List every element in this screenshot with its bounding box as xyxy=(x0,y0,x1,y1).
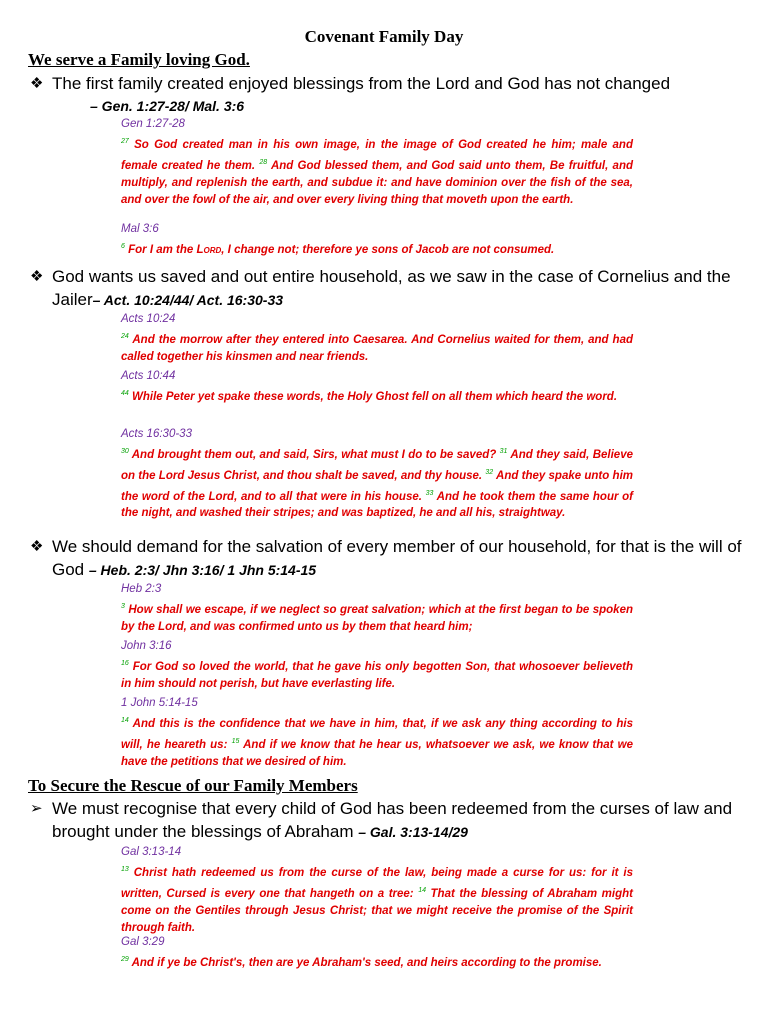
verse-text xyxy=(121,598,633,636)
verse-text xyxy=(121,238,633,259)
bullet-point-4 xyxy=(30,797,746,844)
verse-sentence: And this is the confidence that we have in him, that, if we ask any thing according to his will, he heareth us: xyxy=(121,717,633,751)
verse-sentence: That the blessing of Abraham might come on the Gentiles through Jesus Christ; that we might receive the promise of the Spirit through faith. xyxy=(121,887,633,934)
verse-acts-10-24 xyxy=(121,311,633,366)
verse-sentence: For God so loved the world, that he gave his only begotten Son, that whosoever believeth in him should not perish, but have everlasting life. xyxy=(121,660,633,690)
verse-text xyxy=(121,861,633,937)
verse-text xyxy=(121,443,633,522)
verse-reference: Acts 10:44 xyxy=(121,370,176,382)
verse-number: 30 xyxy=(121,448,129,455)
verse-text xyxy=(121,712,633,771)
verse-reference: Gen 1:27-28 xyxy=(121,118,185,130)
verse-number: 14 xyxy=(418,886,426,894)
verse-text xyxy=(121,385,633,406)
verse-number: 13 xyxy=(121,866,129,873)
verse-sentence: And if we know that he hear us, whatsoever we ask, we know that we have the petitions that we desired of him. xyxy=(121,738,633,768)
verse-mal-3-6 xyxy=(121,221,633,259)
verse-sentence: And he took them the same hour of the night, and washed their stripes; and was baptized, he and all his, straightway. xyxy=(121,490,633,520)
verse-acts-10-44 xyxy=(121,368,633,406)
verse-number: 14 xyxy=(121,717,129,724)
verse-sentence: , I change not; therefore ye sons of Jacob are not consumed. xyxy=(221,243,555,256)
verse-number: 31 xyxy=(499,448,508,455)
verse-text xyxy=(121,328,633,366)
verse-reference: Acts 16:30-33 xyxy=(121,428,192,440)
bullet-point-3 xyxy=(30,535,746,582)
scripture-reference: – Act. 10:24/44/ Act. 16:30-33 xyxy=(92,292,284,308)
diamond-bullet-icon: ❖ xyxy=(30,538,44,555)
verse-number: 6 xyxy=(121,243,125,250)
diamond-bullet-icon: ❖ xyxy=(30,75,44,92)
verse-sentence: Lord xyxy=(196,243,222,256)
verse-reference: Gal 3:29 xyxy=(121,936,165,948)
verse-sentence: Christ hath redeemed us from the curse of the law, being made a curse for us: for it is written, Cursed is every one that hangeth on a tree: xyxy=(121,866,633,900)
verse-number: 32 xyxy=(485,468,494,476)
scripture-reference: – Gen. 1:27-28/ Mal. 3:6 xyxy=(90,98,245,114)
verse-gal-3-29 xyxy=(121,934,633,972)
verse-number: 27 xyxy=(121,138,129,145)
verse-number: 15 xyxy=(231,737,240,745)
point-text xyxy=(30,797,746,844)
verse-sentence: While Peter yet spake these words, the Holy Ghost fell on all them which heard the word. xyxy=(132,390,618,403)
verse-number: 24 xyxy=(121,333,129,340)
verse-sentence: And God blessed them, and God said unto them, Be fruitful, and multiply, and replenish the earth, and subdue it: and have dominion over the fish of the sea, and over the fowl of the air, and over every living thing that moveth upon the earth. xyxy=(121,159,633,206)
scripture-reference: – Gal. 3:13-14/29 xyxy=(358,824,468,840)
arrow-bullet-icon: ➢ xyxy=(30,800,43,817)
verse-number: 3 xyxy=(121,603,125,610)
point-sentence: God wants us saved and out entire household, as we saw in the case of Cornelius and the Jailer xyxy=(52,267,731,309)
verse-1-john-5-14-15 xyxy=(121,695,633,771)
verse-sentence: And they said, Believe on the Lord Jesus Christ, and thou shalt be saved, and thy house. xyxy=(121,448,633,482)
bullet-point-1 xyxy=(30,72,746,118)
page-title: Covenant Family Day xyxy=(304,27,464,46)
verse-number: 16 xyxy=(121,660,129,667)
verse-number: 28 xyxy=(259,158,268,166)
verse-number: 33 xyxy=(425,489,434,497)
verse-reference: Gal 3:13-14 xyxy=(121,846,182,858)
point-text xyxy=(30,535,746,582)
verse-john-3-16 xyxy=(121,638,633,693)
verse-reference: Mal 3:6 xyxy=(121,223,159,235)
verse-text xyxy=(121,655,633,693)
verse-sentence: And if ye be Christ's, then are ye Abraham's seed, and heirs according to the promise. xyxy=(131,956,602,969)
bullet-point-2 xyxy=(30,265,746,312)
point-sentence: We should demand for the salvation of every member of our household, for that is the will of God xyxy=(52,537,742,579)
verse-number: 44 xyxy=(121,390,129,397)
point-sentence: We must recognise that every child of God has been redeemed from the curses of law and brought under the blessings of Abraham xyxy=(52,799,733,841)
verse-sentence: And they spake unto him the word of the Lord, and to all that were in his house. xyxy=(121,469,633,503)
verse-sentence: And brought them out, and said, Sirs, what must I do to be saved? xyxy=(131,448,497,461)
verse-sentence: How shall we escape, if we neglect so great salvation; which at the first began to be spoken by the Lord, and was confirmed unto us by them that heard him; xyxy=(121,603,633,633)
verse-number: 29 xyxy=(121,956,129,963)
section-heading-family-loving-god: We serve a Family loving God. xyxy=(28,50,250,69)
diamond-bullet-icon: ❖ xyxy=(30,268,44,285)
verse-text xyxy=(121,133,633,209)
verse-reference: Heb 2:3 xyxy=(121,583,162,595)
verse-sentence: And the morrow after they entered into Caesarea. And Cornelius waited for them, and had called together his kinsmen and near friends. xyxy=(121,333,633,363)
verse-sentence: For I am the xyxy=(128,243,197,256)
point-text xyxy=(30,265,746,312)
scripture-reference: – Heb. 2:3/ Jhn 3:16/ 1 Jhn 5:14-15 xyxy=(88,562,317,578)
point-text: The first family created enjoyed blessings from the Lord and God has not changed xyxy=(52,74,671,93)
verse-reference: John 3:16 xyxy=(121,640,172,652)
verse-sentence: So God created man in his own image, in the image of God created he him; male and female created he them. xyxy=(121,138,633,172)
section-heading-secure-rescue: To Secure the Rescue of our Family Members xyxy=(28,776,358,795)
verse-text xyxy=(121,951,633,972)
verse-gen-1-27-28 xyxy=(121,116,633,209)
verse-acts-16-30-33 xyxy=(121,426,633,522)
verse-reference: Acts 10:24 xyxy=(121,313,176,325)
verse-gal-3-13-14 xyxy=(121,844,633,937)
verse-heb-2-3 xyxy=(121,581,633,636)
verse-reference: 1 John 5:14-15 xyxy=(121,697,198,709)
